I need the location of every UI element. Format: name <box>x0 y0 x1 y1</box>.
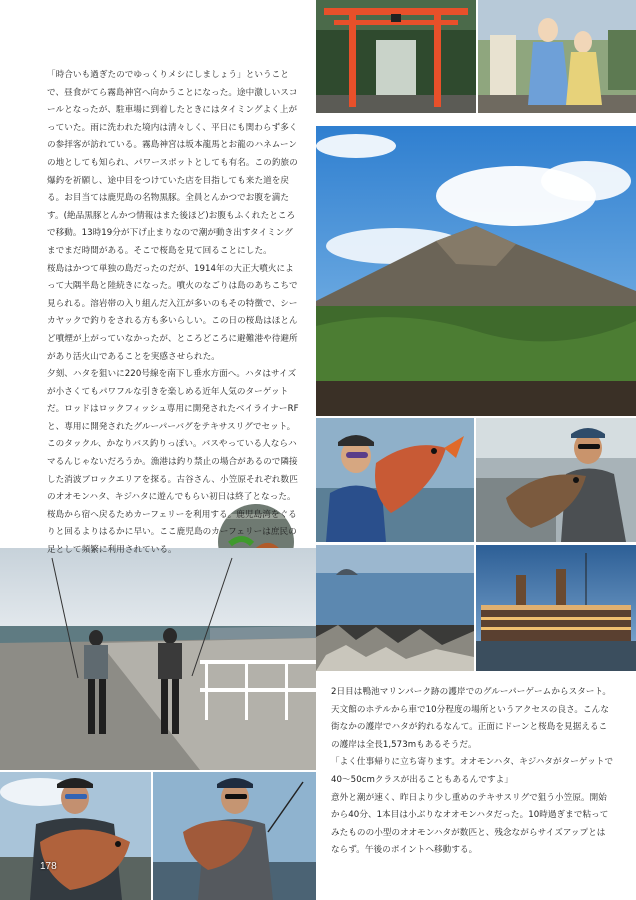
sakurajima-photo <box>316 126 636 416</box>
article-right-column <box>331 684 614 860</box>
article-paragraph: 「時合いも過ぎたのでゆっくりメシにしましょう」ということで、昼食がてら霧島神宮へ向かうことになった。途中激しいスコールとなったが、駐車場に到着したときにはタイミングよく上がっていた。雨に洗われた境内は清々しく、平日にも関わらず多くの参拝客が訪れている。霧島神宮は坂本龍馬とお龍のハネムーンの地としても知られ、パワースポットとしても有名。この釣旅の爆釣を祈願し、途中目をつけていた店を目指しても来た道を戻る。お目当ては鹿児島の名物黒豚。全員とんかつでお腹を満たす。(絶品黒豚とんかつ情報はまた後ほど)お腹もふくれたところで移動。13時19分が下げ止まりなので潮が動き出すタイミングまでまだ時間がある。そこで桜島を見て回ることにした。 <box>47 70 298 256</box>
torii-photo <box>316 0 476 113</box>
article-paragraph: 「よく仕事帰りに立ち寄ります。オオモンハタ、キジハタがターゲットで40～50cmクラスが出ることもあるんですよ」 <box>331 757 614 785</box>
page-number: 178 <box>40 861 57 872</box>
article-paragraph: 夕刻、ハタを狙いに220号線を南下し垂水方面へ。ハタはサイズが小さくてもパワフルな引きを楽しめる近年人気のターゲットだ。ロッドはロックフィッシュ専用に開発されたベイライナーRFと、専用に開発されたグルーパーバグをテキサスリグでセット。このタックル、かなりバス釣りっぽい。バスやっている人ならハマるんじゃないだろうか。漁港は釣り禁止の場合があるので隣接した消波ブロックエリアを探る。古谷さん、小笠原それぞれ数匹のオオモンハタ、キジハタに遊んでもらい初日は終了となった。桜島から宿へ戻るためカーフェリーを利用する。鹿児島湾をぐるりと回るよりはるかに早い。ここ鹿児島のカーフェリーは庶民の足として頻繁に利用されている。 <box>47 369 299 556</box>
article-left-column <box>47 67 299 560</box>
statues-photo <box>478 0 636 113</box>
angler2-photo <box>476 418 636 542</box>
ferry-photo <box>476 545 636 671</box>
pier-photo <box>0 548 316 770</box>
bottom-angler1-photo <box>0 772 151 900</box>
article-paragraph: 2日目は鴨池マリンパーク跡の護岸でのグルーパーゲームからスタート。天文館のホテルから車で10分程度の場所というアクセスの良さ。こんな街なかの護岸でハタが釣れるなんて。正面にドーンと桜島を見据えるこの護岸は全長1,573mもあるそうだ。 <box>331 687 612 750</box>
article-paragraph: 意外と潮が速く、昨日より少し重めのテキサスリグで狙う小笠原。開始から40分、1本目は小ぶりなオオモンハタだった。10時過ぎまで粘ってみたものの小型のオオモンハタが数匹と、残念ながらサイズアップとはならず。午後のポイントへ移動する。 <box>331 792 609 856</box>
bottom-angler2-photo <box>153 772 316 900</box>
article-paragraph: 桜島はかつて単独の島だったのだが、1914年の大正大噴火によって大隅半島と陸続きになった。噴火のなごりは島のあちこちで見られる。溶岩帯の入り組んだ入江が多いのもその特徴で、シーカヤックで釣りをされる方も多いらしい。この日の桜島はほとんど噴煙が上がっていなかったが、ところどころに避難港や待避所があり活火山であることを実感させられた。 <box>47 263 298 362</box>
angler1-photo <box>316 418 474 542</box>
breakwater-photo <box>316 545 474 671</box>
